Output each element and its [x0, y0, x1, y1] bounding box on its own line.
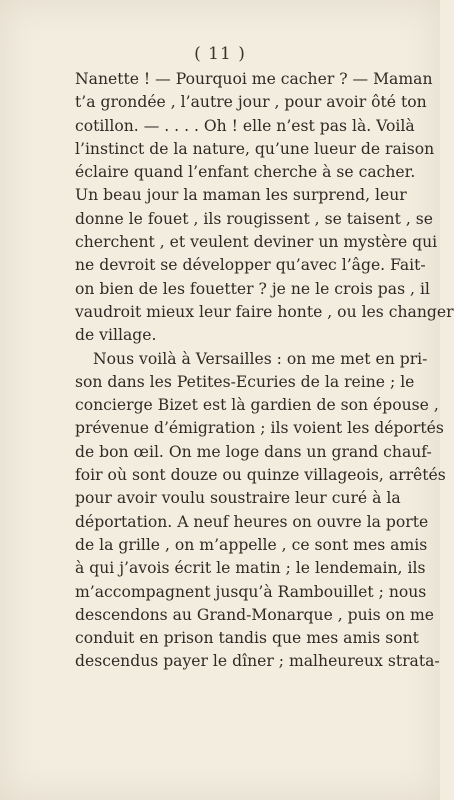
- text-line: l’instinct de la nature, qu’une lueur de raison: [75, 139, 435, 158]
- text-line: cotillon. — . . . . Oh ! elle n’est pas là. Voilà: [75, 116, 415, 135]
- text-line: Nanette ! — Pourquoi me cacher ? — Maman: [75, 70, 433, 88]
- page-number: ( 11 ): [194, 44, 246, 64]
- body-text: [75, 68, 454, 674]
- text-line: ne devroit se développer qu’avec l’âge. Fait-: [75, 256, 426, 275]
- text-line: m’accompagnent jusqu’à Rambouillet ; nous: [75, 582, 427, 601]
- text-line: de village.: [75, 326, 157, 345]
- text-line: Nous voilà à Versailles : on me met en pri-: [93, 349, 428, 368]
- text-line: son dans les Petites-Ecuries de la reine ; le: [75, 372, 415, 391]
- text-line: conduit en prison tandis que mes amis sont: [75, 629, 419, 648]
- text-line: de la grille , on m’appelle , ce sont mes amis: [75, 535, 428, 554]
- text-line: Un beau jour la maman les surprend, leur: [75, 186, 407, 205]
- text-line: descendus payer le dîner ; malheureux strata-: [75, 652, 440, 671]
- text-line: t’a grondée , l’autre jour , pour avoir ôté ton: [75, 93, 427, 112]
- text-line: pour avoir voulu soustraire leur curé à la: [75, 489, 401, 508]
- text-line: déportation. A neuf heures on ouvre la porte: [75, 512, 429, 531]
- text-line: donne le fouet , ils rougissent , se taisent , se: [75, 209, 433, 228]
- text-line: prévenue d’émigration ; ils voient les déportés: [75, 419, 444, 438]
- text-line: cherchent , et veulent deviner un mystère qui: [75, 233, 438, 252]
- text-line: on bien de les fouetter ? je ne le crois pas , il: [75, 279, 430, 298]
- text-line: vaudroit mieux leur faire honte , ou les changer: [75, 302, 454, 321]
- text-line: descendons au Grand-Monarque , puis on me: [75, 605, 435, 624]
- text-line: de bon œil. On me loge dans un grand chauf-: [75, 442, 432, 461]
- text-line: concierge Bizet est là gardien de son épouse ,: [75, 396, 439, 415]
- text-line: éclaire quand l’enfant cherche à se cacher.: [75, 163, 416, 182]
- text-line: foir où sont douze ou quinze villageois, arrêtés: [75, 466, 446, 485]
- text-line: à qui j’avois écrit le matin ; le lendemain, ils: [75, 559, 426, 578]
